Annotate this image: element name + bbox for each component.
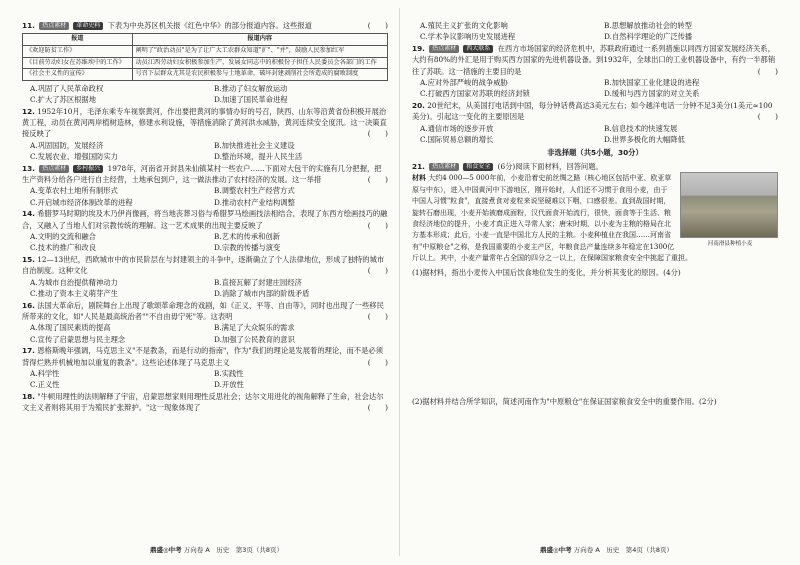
option-d[interactable]: D.缓和与西方国家的对立关系 (604, 89, 700, 99)
question-14 (22, 208, 388, 254)
option-b[interactable]: B.调整农村生产经营方式 (214, 186, 295, 196)
question-stem: 希腊罗马时期的埃及木乃伊肖像画，将当地丧葬习俗与希腊罗马绘画技法相结合，表现了东西方绘画技巧的融合，又融入了当地人们对宗教传统的理解。这一艺术成果的出现主要反映了 (22, 209, 388, 230)
right-page (412, 20, 778, 407)
option-c[interactable]: C.扩大了苏区根据地 (30, 95, 97, 105)
option-a[interactable]: A.巩固国防，发展经济 (30, 140, 104, 150)
question-stem: 20世纪末，从美国打电话到中国，每分钟话费高达3美元左右；如今越洋电话一分钟不足3美分(1美元≈100美分)。引起这一变化的主要原因是 (412, 100, 773, 122)
option-b[interactable]: B.加快推进社会主义建设 (214, 140, 295, 150)
option-a[interactable]: A.文明的交流和融合 (30, 232, 96, 242)
option-d[interactable]: D.世界多极化的大幅降低 (604, 135, 685, 145)
table-header-row (23, 34, 388, 46)
answer-paren: ( ) (367, 311, 388, 321)
answer-paren: ( ) (757, 112, 778, 122)
question-15 (22, 254, 388, 300)
options (22, 368, 388, 391)
answer-paren: ( ) (367, 266, 388, 276)
table-cell: 《社会主义性的宣传》 (23, 69, 133, 81)
photo-caption: 河南滑县种植小麦 (707, 241, 753, 248)
table-cell: 动员江西劳动妇女积极参加生产，发展女同志中的积极份子担任人民委员会各部门的工作 (132, 57, 388, 69)
option-d[interactable]: D.加速了国民革命进程 (214, 95, 288, 105)
option-d[interactable]: D.消除了城市内部的阶级矛盾 (214, 289, 310, 299)
question-number: 12. (22, 106, 35, 116)
option-a[interactable]: A.变革农村土地所有制形式 (30, 186, 118, 196)
option-d[interactable]: D.开放性 (214, 380, 244, 390)
topic-tag: 热点素材 (39, 22, 69, 30)
page-divider (399, 8, 400, 556)
table-cell: 《欢迎防贫工作》 (23, 46, 133, 58)
option-b[interactable]: B.推动了妇女解放运动 (214, 83, 288, 93)
option-c[interactable]: C.技术的推广和改良 (30, 243, 97, 253)
question-19 (412, 43, 778, 100)
table-cell: 《目前劳动妇女在苏维埃中的工作》 (23, 57, 133, 69)
material-label: 材料 (412, 173, 426, 183)
topic-subtag: 革命史料 (73, 22, 103, 30)
option-a[interactable]: A.科学性 (30, 368, 60, 378)
question-17 (22, 345, 388, 391)
answer-paren: ( ) (367, 175, 388, 185)
page-label: 万向卷 A 历史 第3页（共8页） (183, 546, 284, 554)
option-b[interactable]: B.满足了大众娱乐的需求 (214, 323, 295, 333)
options (412, 77, 778, 100)
table-cell: 号召下层群众尤其是农民积极参与土地革命，破坏封建剥削社会所造成的腐败制度 (132, 69, 388, 81)
question-number: 19. (412, 43, 425, 53)
options (22, 140, 388, 163)
table-row (23, 46, 388, 58)
question-18-options (412, 20, 778, 43)
option-d[interactable]: D.自然科学理论的广泛传播 (604, 32, 693, 42)
question-11 (22, 20, 388, 106)
report-table (22, 33, 388, 80)
answer-paren: ( ) (367, 357, 388, 367)
option-c[interactable]: C.打破西方国家对苏联的经济封锁 (420, 89, 530, 99)
option-c[interactable]: C.发展农业、增强国防实力 (30, 152, 118, 162)
options (22, 322, 388, 345)
question-number: 11. (22, 21, 35, 30)
option-b[interactable]: B.实践性 (214, 368, 244, 378)
option-b[interactable]: B.思想解放推动社会的转型 (604, 21, 692, 30)
answer-space-1[interactable] (412, 278, 778, 396)
option-a[interactable]: A.巩固了人民革命政权 (30, 83, 104, 93)
topic-subtag: 西大联系 (463, 45, 493, 53)
topic-tag: 热点素材 (39, 165, 69, 173)
question-number: 18. (22, 391, 35, 401)
option-c[interactable]: C.正义性 (30, 380, 60, 390)
options (412, 123, 778, 146)
question-12 (22, 106, 388, 163)
option-a[interactable]: A.为城市自治提供精神动力 (30, 277, 118, 287)
option-b[interactable]: B.信息技术的快速发展 (604, 123, 678, 133)
footer-left (150, 545, 283, 554)
options (22, 83, 388, 106)
option-d[interactable]: D.整治环境，提升人民生活 (214, 152, 303, 162)
options (22, 231, 388, 254)
question-stem: 1978年，河南省开封县朱仙镇某村一些农户……下面对大包干的实施有几分把握，把生产资料分给各户进行自主经营，土地承包到户，这一做法推动了农村经济的发展。这一举措 (22, 163, 382, 185)
option-c[interactable]: C.推动了资本主义萌芽产生 (30, 289, 118, 299)
option-c[interactable]: C.学术争议影响历史发展进程 (420, 32, 516, 42)
option-b[interactable]: B.艺术的传承和创新 (214, 232, 281, 242)
question-number: 14. (22, 209, 35, 219)
option-d[interactable]: D.宗教的传播与演变 (214, 243, 281, 253)
question-13 (22, 163, 388, 209)
question-number: 20. (412, 100, 425, 110)
option-b[interactable]: B.加快国家工业化建设的进程 (604, 78, 700, 88)
question-number: 17. (22, 346, 35, 356)
question-21 (412, 161, 778, 407)
page-label: 万向卷 A 历史 第4页（共8页） (573, 546, 674, 554)
option-a[interactable]: A.体现了国民素质的提高 (30, 323, 111, 333)
option-a[interactable]: A.通信市场的逐步开放 (420, 123, 494, 133)
answer-paren: ( ) (757, 66, 778, 76)
question-stem: 1952年10月，毛泽东乘专车视察黄河，作出要把黄河的事情办好的号召，陕西、山东等沿黄省份积极开展治黄工程，动员在黄河两岸植树造林，修建水利设施，等措施消除了黄河洪水威胁，黄河连续安全度汛。这一决策直接反映了 (22, 106, 387, 139)
sub-question-1: (1)据材料，指出小麦传入中国后饮食地位发生的变化，并分析其变化的原因。(4分) (412, 267, 681, 277)
question-stem: 在西方市场国家的经济危机中，苏联政府通过一系列措施以同西方国家发展经济关系，大约有80%的外汇是用于购买西方国家的先进机器设备。到1932年，全球出口的工业机器设备中，有约一半都销往了苏联。这一措施的主要目的是 (412, 43, 776, 76)
question-stem: "牛顿用理性的法则解释了宇宙，启蒙思想家则用理性反思社会；达尔文用进化的视角解释了生命，社会达尔文主义者则将其用于为殖民扩张辩护。"这一现象体现了 (22, 391, 384, 413)
topic-subtag: 乡村振兴 (73, 165, 103, 173)
answer-paren: ( ) (367, 21, 388, 30)
question-stem: 恩格斯晚年强调，马克思主义"不是教条，而是行动的指南"，作为"我们的理论是发展着的理论，而不是必须背得烂熟并机械地加以重复的教条"。这些论述体现了马克思主义 (22, 346, 383, 367)
answer-paren: ( ) (367, 403, 388, 413)
question-stem: 下表为中央苏区机关报《红色中华》的部分报道内容。这些报道 (107, 21, 312, 30)
answer-paren: ( ) (367, 129, 388, 139)
answer-paren: ( ) (367, 220, 388, 230)
option-c[interactable]: C.国际贸易总额的增长 (420, 135, 494, 145)
question-stem: 法国大革命后，剧院舞台上出现了歌颂革命理念的戏剧，如《正义、平等、自由等》，同时也出现了一些移民所带来的文化，如"人民是最高统治者""不自由毋宁死"等。这表明 (22, 300, 384, 321)
question-stem: 12—13世纪，西欧城市中的市民阶层在与封建领主的斗争中，逐渐确立了个人法律地位，形成了独特的城市自治制度。这种文化 (22, 254, 385, 276)
option-d[interactable]: D.推动农村产业结构调整 (214, 197, 295, 207)
topic-tag: 热点素材 (429, 163, 459, 171)
option-c[interactable]: C.开启城市经济体制改革的进程 (30, 197, 133, 207)
footer-right (540, 545, 673, 554)
topic-tag: 热点素材 (429, 45, 459, 53)
option-b[interactable]: B.直接瓦解了封建庄园经济 (214, 277, 302, 287)
material-text: 大约4 000—5 000年前，小麦沿着史前丝绸之路（核心地区包括中亚、欧亚草原与中东），进入中国黄河中下游地区，刚开始时，人们还不习惯于食用小麦，由于中国人习惯"粒食"，直接煮食对麦粒来说坚硬难以下咽，口感很差。直到战国时期，旋转石磨出现，小麦开始被磨成面粉，汉代面食开始流行，很快，面食等于生活、粮食经济地位的提升，小麦才真正进入寻常人家；唐宋时期，以小麦为主粮的格局在北方基本形成；此后，小麦一直是中国北方人民的主粮。小麦种植业在我国……河南省有"中原粮仓"之称，是我国重要的小麦主产区，年粮食总产量连续多年稳定在1300亿斤以上。其中，小麦产量常年占全国的四分之一以上，在保障国家粮食安全中挑起了重担。 (412, 174, 692, 263)
left-page (22, 20, 388, 414)
table-header: 报道 (23, 34, 133, 46)
section-heading: 非选择题（共5小题，30分） (547, 148, 643, 158)
question-number: 16. (22, 300, 35, 310)
question-number: 21. (412, 161, 425, 171)
topic-subtag: 粮食安全 (463, 163, 493, 171)
table-row (23, 69, 388, 81)
options (22, 277, 388, 300)
question-16 (22, 300, 388, 346)
sub-question-2: (2)据材料并结合所学知识，简述河南作为"中原粮仓"在保证国家粮食安全中的重要作用。(2分) (412, 396, 717, 406)
material-block (412, 172, 778, 264)
brand-logo: 鼎盛◎中考 (540, 546, 572, 554)
brand-logo: 鼎盛◎中考 (150, 546, 182, 554)
table-cell: 阐明了"政治动员"是为了让广大工农群众知道"扩"、"并"，鼓励人民参加红军 (132, 46, 388, 58)
wheat-field-photo (680, 172, 778, 238)
question-number: 13. (22, 163, 35, 173)
question-18 (22, 391, 388, 414)
table-header: 报道内容 (132, 34, 388, 46)
table-row (23, 57, 388, 69)
question-number: 15. (22, 254, 35, 264)
option-a[interactable]: A.应对外部严峻的战争威胁 (420, 78, 508, 88)
question-20 (412, 100, 778, 146)
question-stem: (6分)阅读下面材料，回答问题。 (497, 161, 603, 171)
option-c[interactable]: C.宣传了启蒙思想与民主理念 (30, 334, 126, 344)
options (22, 185, 388, 208)
option-a[interactable]: A.殖民主义扩张的文化影响 (420, 21, 508, 30)
option-d[interactable]: D.加强了公民教育的意识 (214, 334, 295, 344)
